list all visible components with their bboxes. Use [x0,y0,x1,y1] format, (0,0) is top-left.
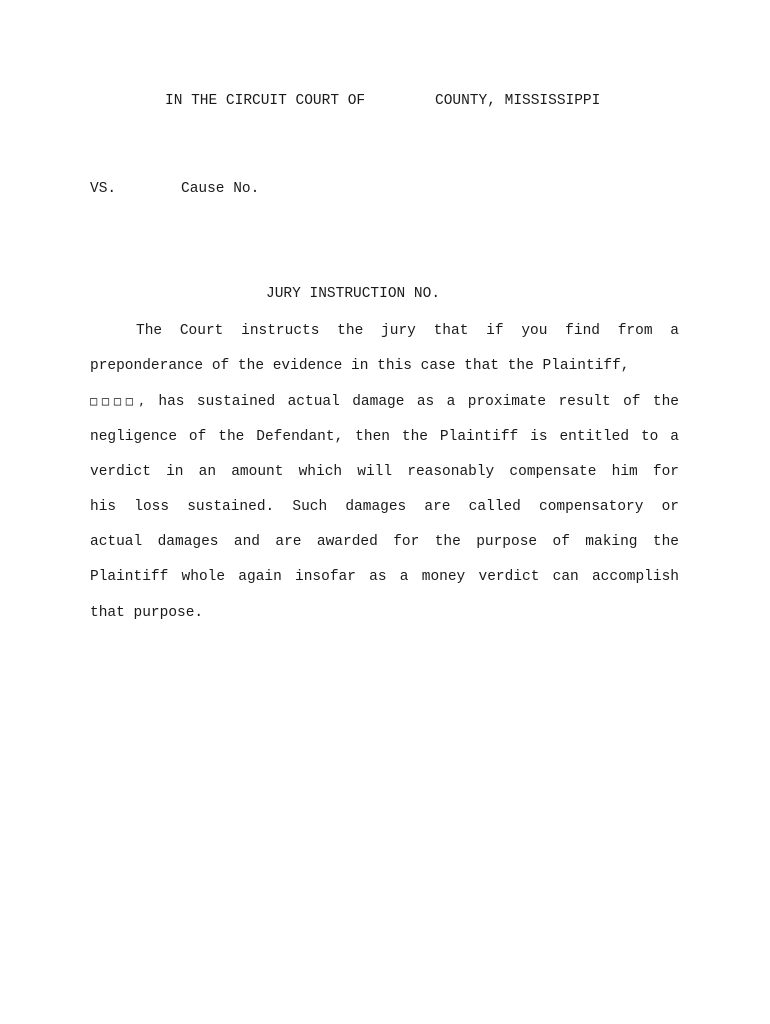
body-line: The Court instructs the jury that if you find from a [136,323,679,339]
plaintiff-name-placeholder: □□□□, [90,394,146,409]
body-line: Plaintiff whole again insofar as a money verdict can accomplish [90,569,679,586]
instruction-body [90,317,679,634]
versus-label: VS. [90,181,117,197]
court-heading-left: IN THE CIRCUIT COURT OF [165,93,366,109]
instruction-title: JURY INSTRUCTION NO. [266,286,441,302]
body-line-text: has sustained actual damage as a proximate result of the [158,394,680,411]
body-line: preponderance of the evidence in this case that the Plaintiff, [90,358,630,375]
body-line: his loss sustained. Such damages are called compensatory or [90,498,679,515]
body-line: verdict in an amount which will reasonably compensate him for [90,463,679,480]
body-line: negligence of the Defendant, then the Plaintiff is entitled to a [90,428,679,445]
body-line [90,387,679,422]
body-line: that purpose. [90,604,204,621]
court-heading-right: COUNTY, MISSISSIPPI [435,93,601,109]
cause-number-label: Cause No. [181,181,260,197]
body-line: actual damages and are awarded for the purpose of making the [90,534,679,551]
